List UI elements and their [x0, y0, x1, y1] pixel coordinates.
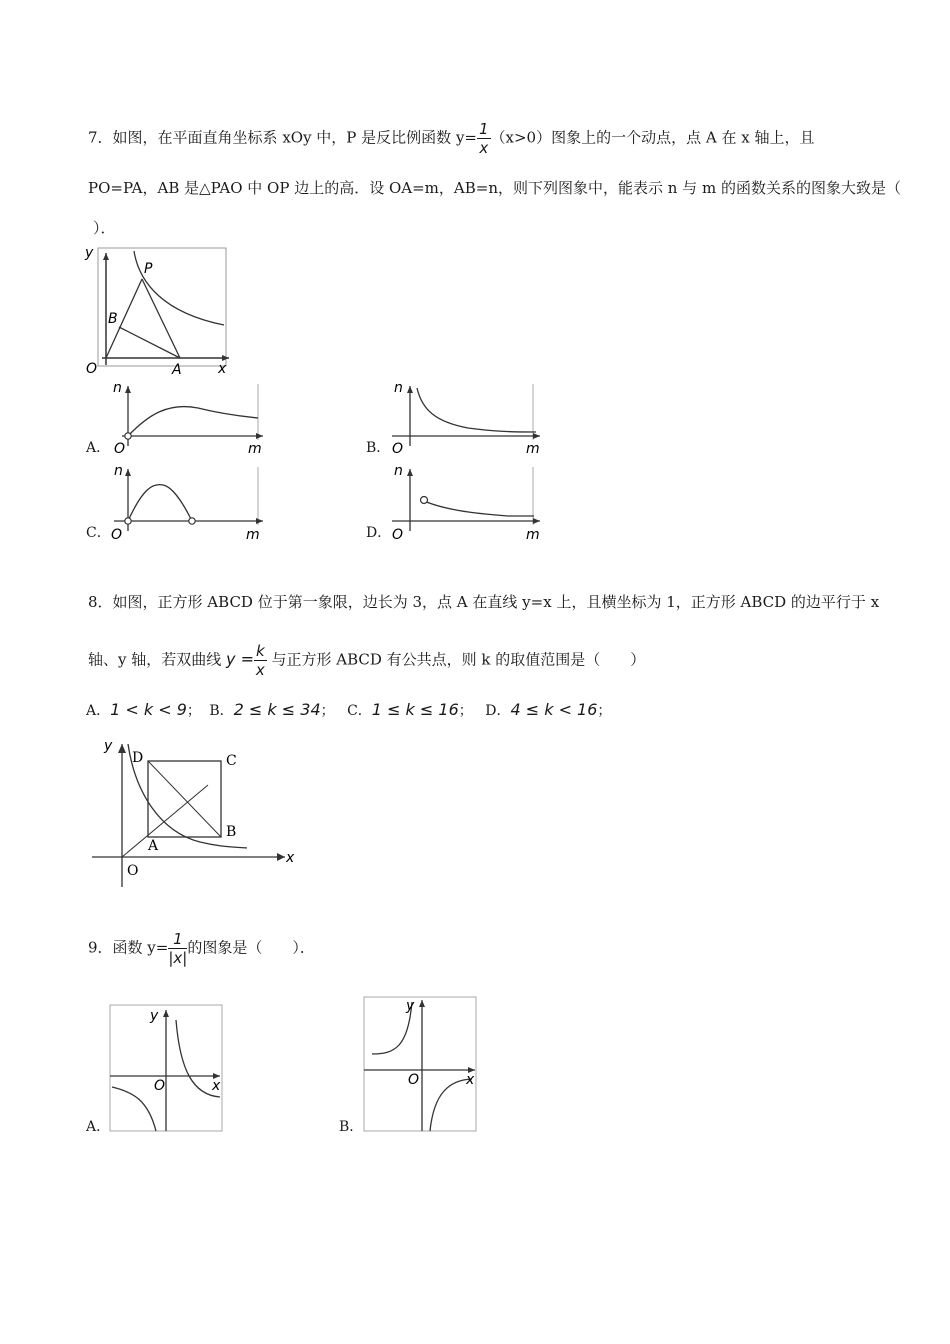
label-x: x — [212, 1078, 221, 1094]
label-y: y — [104, 738, 113, 754]
label-o: O — [408, 1072, 420, 1088]
label-o: O — [392, 527, 404, 543]
q8-choice-c[interactable]: C．1 ≤ k ≤ 16； — [347, 700, 473, 719]
q7-frac-den: x — [479, 139, 489, 157]
q9-option-b-graph[interactable] — [360, 992, 485, 1134]
label-n: n — [114, 463, 123, 479]
open-point — [125, 433, 131, 439]
label-n: n — [394, 380, 403, 396]
q8-choices — [86, 700, 611, 721]
q7-option-a-graph[interactable] — [108, 380, 268, 458]
q9-text-a: 9．函数 y= — [88, 938, 169, 957]
label-y: y — [150, 1008, 159, 1024]
q7-option-c-label[interactable]: C． — [86, 525, 111, 541]
q8-text-b: 与正方形 ABCD 有公共点，则 k 的取值范围是（ ） — [271, 650, 646, 669]
label-x: x — [218, 361, 227, 377]
label-m: m — [526, 441, 540, 457]
open-point-right — [189, 518, 195, 524]
y-axis-arrow — [103, 253, 109, 260]
q9-option-a-graph[interactable] — [108, 1000, 228, 1135]
curve-a — [128, 407, 258, 436]
label-o: O — [111, 527, 123, 543]
line-y-eq-x — [122, 785, 208, 857]
label-b: B — [108, 311, 118, 327]
q8-line2 — [88, 642, 645, 679]
branch-left — [112, 1087, 156, 1131]
q8-figure — [90, 732, 305, 892]
q7-option-c-graph[interactable] — [108, 463, 268, 543]
q8-line1: 8．如图，正方形 ABCD 位于第一象限，边长为 3，点 A 在直线 y=x 上，且横坐标为 1，正方形 ABCD 的边平行于 x — [88, 593, 880, 611]
q7-option-d-graph[interactable] — [388, 463, 548, 543]
segment-ab — [119, 327, 180, 358]
q7-frac-num: 1 — [478, 120, 489, 138]
label-a: A — [148, 838, 159, 854]
q7-main-figure — [84, 243, 234, 378]
q7-option-d-label[interactable]: D． — [366, 525, 392, 541]
label-o: O — [127, 863, 139, 879]
q7-line2: PO=PA，AB 是△PAO 中 OP 边上的高．设 OA=m，AB=n，则下列图象中，能表示 n 与 m 的函数关系的图象大致是（ — [88, 179, 901, 197]
q8-frac-num: k — [256, 642, 265, 660]
label-m: m — [248, 441, 262, 457]
label-o: O — [392, 441, 404, 457]
q8-choice-d[interactable]: D．4 ≤ k < 16； — [485, 700, 612, 719]
figure-frame — [364, 997, 476, 1131]
q7-option-b-graph[interactable] — [388, 380, 548, 458]
label-y: y — [406, 998, 415, 1014]
label-o: O — [86, 361, 98, 377]
label-p: P — [144, 261, 153, 277]
q7-line3: ）． — [93, 219, 116, 237]
q9-frac-den: |x| — [168, 949, 188, 967]
open-point-left — [125, 518, 131, 524]
q9-line — [88, 930, 315, 967]
label-m: m — [526, 527, 540, 543]
curve-d — [424, 501, 534, 516]
q7-text-a: 7．如图，在平面直角坐标系 xOy 中，P 是反比例函数 y= — [88, 128, 477, 147]
label-x: x — [466, 1072, 475, 1088]
q7-text-b: （x>0）图象上的一个动点，点 A 在 x 轴上，且 — [490, 128, 815, 147]
label-o: O — [154, 1078, 166, 1094]
label-c: C — [226, 753, 237, 769]
label-n: n — [394, 463, 403, 479]
q8-choice-b[interactable]: B．2 ≤ k ≤ 34； — [209, 700, 335, 719]
label-y: y — [85, 245, 94, 261]
label-a: A — [172, 362, 182, 378]
q7-fraction — [477, 120, 491, 157]
label-m: m — [246, 527, 260, 543]
q7-option-a-label[interactable]: A． — [86, 440, 111, 456]
q9-option-b-label[interactable]: B． — [339, 1119, 364, 1135]
q8-fraction — [254, 642, 267, 679]
q9-fraction — [168, 930, 187, 967]
q9-frac-num: 1 — [168, 930, 187, 949]
q9-option-a-label[interactable]: A． — [86, 1119, 111, 1135]
label-n: n — [113, 380, 122, 396]
label-x: x — [286, 850, 295, 866]
q9-text-b: 的图象是（ ）． — [187, 938, 315, 957]
label-d: D — [132, 750, 144, 766]
curve-c — [128, 485, 192, 521]
q8-frac-den: x — [255, 661, 265, 679]
q7-option-b-label[interactable]: B． — [366, 440, 391, 456]
label-o: O — [114, 441, 126, 457]
segment-pa — [142, 279, 180, 358]
curve-b — [417, 388, 536, 432]
open-point — [421, 497, 428, 504]
q8-eq-lhs: y = — [226, 649, 254, 669]
q8-choice-a[interactable]: A．1 < k < 9； — [86, 700, 201, 719]
q8-text-a: 轴、y 轴，若双曲线 — [88, 650, 222, 669]
label-b: B — [226, 824, 237, 840]
q7-line1 — [88, 120, 814, 157]
